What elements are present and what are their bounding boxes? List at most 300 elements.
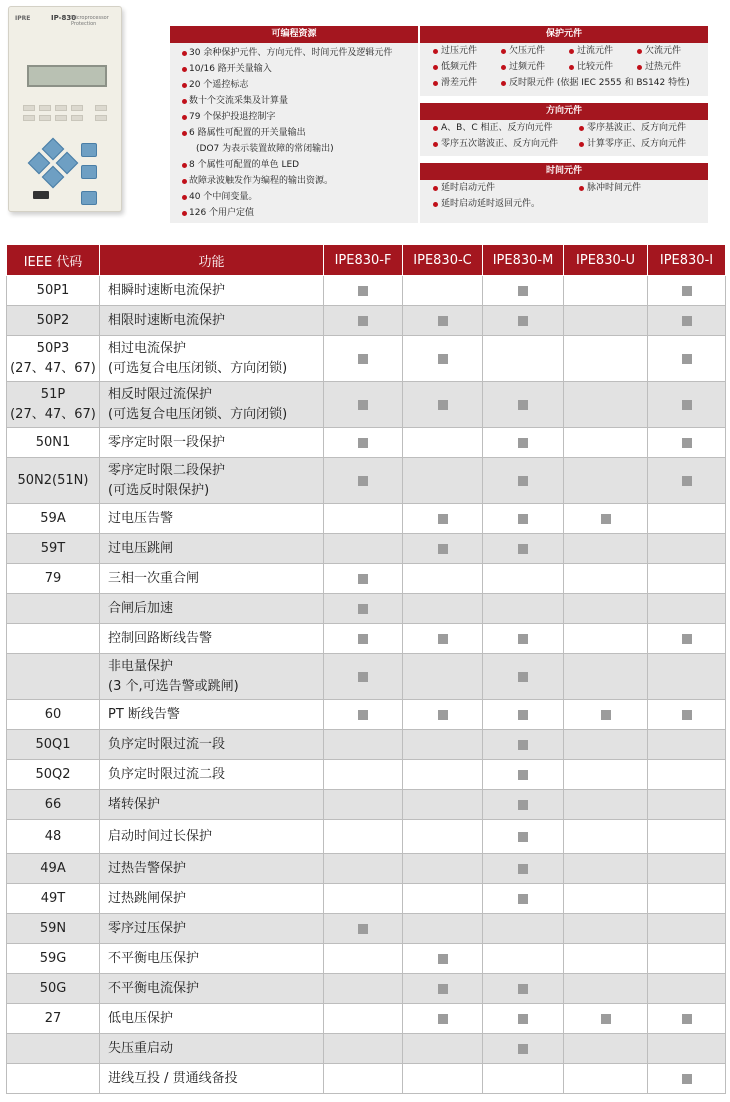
supported-square-icon	[682, 316, 692, 326]
model-support-cell	[483, 944, 564, 974]
function-text: 负序定时限过流一段	[108, 736, 226, 752]
function-cell	[100, 700, 324, 730]
ieee-code-text: 48	[44, 828, 62, 844]
model-support-cell	[324, 564, 403, 594]
header-model-m: IPE830-M	[483, 245, 564, 276]
function-text: 失压重启动	[108, 1040, 174, 1056]
function-cell	[100, 1064, 324, 1094]
model-support-cell	[403, 914, 483, 944]
ieee-code-cell	[7, 790, 100, 820]
model-support-cell	[648, 594, 726, 624]
model-support-cell	[324, 306, 403, 336]
ieee-code-cell	[7, 382, 100, 428]
protection-element: 欠流元件	[636, 43, 681, 59]
model-support-cell	[324, 336, 403, 382]
model-support-cell	[648, 276, 726, 306]
model-support-cell	[483, 306, 564, 336]
model-support-cell	[483, 504, 564, 534]
model-support-cell	[483, 1064, 564, 1094]
ieee-code-cell	[7, 760, 100, 790]
model-support-cell	[483, 700, 564, 730]
ieee-code-text: 49T	[40, 890, 66, 906]
header-model-f: IPE830-F	[324, 245, 403, 276]
direction-element: 零序基波正、反方向元件	[578, 120, 686, 136]
ieee-code-text: 50P2	[36, 312, 70, 328]
function-text: 零序过压保护	[108, 920, 187, 936]
model-support-cell	[324, 382, 403, 428]
supported-square-icon	[682, 354, 692, 364]
table-row	[7, 820, 726, 854]
function-text: (3 个,可选告警或跳闸)	[108, 678, 239, 694]
supported-square-icon	[682, 400, 692, 410]
function-text: 低电压保护	[108, 1010, 174, 1026]
device-image	[8, 6, 122, 212]
time-elements-title: 时间元件	[420, 163, 708, 180]
ieee-code-cell	[7, 944, 100, 974]
ieee-code-cell	[7, 854, 100, 884]
model-support-cell	[564, 504, 648, 534]
function-text: 三相一次重合闸	[108, 570, 200, 586]
model-support-cell	[648, 944, 726, 974]
model-support-cell	[483, 276, 564, 306]
function-cell	[100, 730, 324, 760]
model-support-cell	[564, 336, 648, 382]
supported-square-icon	[358, 438, 368, 448]
ieee-code-cell	[7, 914, 100, 944]
supported-square-icon	[518, 1044, 528, 1054]
led-indicators	[23, 105, 111, 123]
function-cell	[100, 884, 324, 914]
supported-square-icon	[358, 634, 368, 644]
model-support-cell	[564, 760, 648, 790]
protection-element: 过压元件	[432, 43, 477, 59]
time-element: 脉冲时间元件	[578, 180, 641, 196]
model-support-cell	[483, 1034, 564, 1064]
function-cell	[100, 382, 324, 428]
model-support-cell	[564, 1034, 648, 1064]
protection-elements-title: 保护元件	[420, 26, 708, 43]
supported-square-icon	[518, 710, 528, 720]
model-support-cell	[648, 700, 726, 730]
resource-item: 10/16 路开关量输入	[170, 61, 418, 77]
model-support-cell	[483, 624, 564, 654]
resource-item: 79 个保护投退控制字	[170, 109, 418, 125]
model-support-cell	[564, 1004, 648, 1034]
model-support-cell	[324, 914, 403, 944]
resource-item: 故障录波触发作为编程的输出资源。	[170, 173, 418, 189]
ieee-code-cell	[7, 594, 100, 624]
model-support-cell	[483, 336, 564, 382]
function-text: 进线互投 / 贯通线备投	[108, 1070, 238, 1086]
protection-element: 滑差元件	[432, 75, 477, 91]
model-support-cell	[483, 884, 564, 914]
table-row	[7, 534, 726, 564]
ieee-code-text: 59T	[40, 540, 66, 556]
protection-element: 过频元件	[500, 59, 545, 75]
table-row	[7, 1064, 726, 1094]
function-text: 过热告警保护	[108, 860, 187, 876]
supported-square-icon	[682, 710, 692, 720]
model-support-cell	[403, 336, 483, 382]
supported-square-icon	[518, 438, 528, 448]
model-support-cell	[564, 306, 648, 336]
model-support-cell	[324, 594, 403, 624]
protection-element: 欠压元件	[500, 43, 545, 59]
model-support-cell	[648, 1034, 726, 1064]
supported-square-icon	[518, 476, 528, 486]
model-support-cell	[403, 1004, 483, 1034]
ieee-code-text: 50G	[39, 980, 67, 996]
model-support-cell	[648, 760, 726, 790]
function-cell	[100, 276, 324, 306]
function-text: (可选复合电压闭锁、方向闭锁)	[108, 406, 288, 422]
function-cell	[100, 624, 324, 654]
model-support-cell	[648, 564, 726, 594]
model-support-cell	[648, 914, 726, 944]
feature-table	[6, 244, 726, 1094]
table-row	[7, 654, 726, 700]
model-support-cell	[403, 534, 483, 564]
table-row	[7, 1004, 726, 1034]
ieee-code-cell	[7, 564, 100, 594]
model-support-cell	[483, 564, 564, 594]
supported-square-icon	[438, 400, 448, 410]
model-support-cell	[403, 306, 483, 336]
table-row	[7, 944, 726, 974]
model-support-cell	[564, 944, 648, 974]
supported-square-icon	[358, 574, 368, 584]
function-text: 不平衡电压保护	[108, 950, 200, 966]
function-cell	[100, 428, 324, 458]
model-support-cell	[564, 594, 648, 624]
model-support-cell	[324, 884, 403, 914]
model-support-cell	[483, 974, 564, 1004]
supported-square-icon	[358, 400, 368, 410]
function-text: 过电压跳闸	[108, 540, 174, 556]
direction-element: 计算零序正、反方向元件	[578, 136, 686, 152]
table-row	[7, 914, 726, 944]
navigation-keypad	[29, 139, 75, 185]
function-text: 相瞬时速断电流保护	[108, 282, 226, 298]
model-support-cell	[403, 974, 483, 1004]
function-text: 相限时速断电流保护	[108, 312, 226, 328]
supported-square-icon	[358, 316, 368, 326]
function-text: 不平衡电流保护	[108, 980, 200, 996]
function-cell	[100, 1004, 324, 1034]
model-support-cell	[483, 428, 564, 458]
supported-square-icon	[518, 544, 528, 554]
model-support-cell	[648, 820, 726, 854]
device-subtitle: Microprocessor Protection	[71, 15, 109, 27]
supported-square-icon	[438, 710, 448, 720]
model-support-cell	[648, 1064, 726, 1094]
model-support-cell	[483, 914, 564, 944]
supported-square-icon	[682, 1014, 692, 1024]
device-brand: IPRE	[15, 15, 31, 22]
supported-square-icon	[518, 800, 528, 810]
table-row	[7, 594, 726, 624]
function-cell	[100, 654, 324, 700]
supported-square-icon	[358, 476, 368, 486]
model-support-cell	[564, 884, 648, 914]
direction-element: A、B、C 相正、反方向元件	[432, 120, 552, 136]
model-support-cell	[403, 458, 483, 504]
model-support-cell	[564, 1064, 648, 1094]
supported-square-icon	[358, 672, 368, 682]
ieee-code-text: (27、47、67)	[10, 360, 96, 376]
function-cell	[100, 914, 324, 944]
supported-square-icon	[358, 604, 368, 614]
table-row	[7, 700, 726, 730]
table-row	[7, 974, 726, 1004]
supported-square-icon	[601, 710, 611, 720]
table-row	[7, 760, 726, 790]
model-support-cell	[324, 974, 403, 1004]
model-support-cell	[564, 730, 648, 760]
resource-item: 126 个用户定值	[170, 205, 418, 221]
function-text: (可选复合电压闭锁、方向闭锁)	[108, 360, 288, 376]
supported-square-icon	[438, 544, 448, 554]
function-cell	[100, 820, 324, 854]
model-support-cell	[483, 760, 564, 790]
model-support-cell	[564, 914, 648, 944]
model-support-cell	[648, 854, 726, 884]
ieee-code-cell	[7, 730, 100, 760]
supported-square-icon	[682, 476, 692, 486]
header-model-c: IPE830-C	[403, 245, 483, 276]
model-support-cell	[648, 1004, 726, 1034]
model-support-cell	[564, 624, 648, 654]
table-row	[7, 790, 726, 820]
feature-table-body	[7, 276, 726, 1094]
resource-item: 20 个遥控标志	[170, 77, 418, 93]
ieee-code-text: 50P3	[36, 340, 70, 356]
comm-port-icon	[33, 191, 49, 199]
table-row	[7, 306, 726, 336]
supported-square-icon	[682, 1074, 692, 1084]
table-row	[7, 854, 726, 884]
function-text: 负序定时限过流二段	[108, 766, 226, 782]
function-text: 堵转保护	[108, 796, 161, 812]
function-text: 过电压告警	[108, 510, 174, 526]
resource-item: 40 个中间变量。	[170, 189, 418, 205]
model-support-cell	[483, 534, 564, 564]
protection-elements-panel	[420, 26, 708, 96]
ieee-code-cell	[7, 336, 100, 382]
model-support-cell	[403, 730, 483, 760]
ieee-code-cell	[7, 624, 100, 654]
table-row	[7, 458, 726, 504]
model-support-cell	[648, 654, 726, 700]
model-support-cell	[483, 382, 564, 428]
table-header-row	[7, 245, 726, 276]
supported-square-icon	[518, 1014, 528, 1024]
model-support-cell	[648, 306, 726, 336]
table-row	[7, 336, 726, 382]
programmable-resources-title: 可编程资源	[170, 26, 418, 43]
function-text: 相过电流保护	[108, 340, 187, 356]
model-support-cell	[648, 730, 726, 760]
model-support-cell	[403, 820, 483, 854]
model-support-cell	[403, 854, 483, 884]
model-support-cell	[324, 854, 403, 884]
ieee-code-cell	[7, 1004, 100, 1034]
ieee-code-cell	[7, 534, 100, 564]
model-support-cell	[403, 1034, 483, 1064]
supported-square-icon	[682, 286, 692, 296]
model-support-cell	[648, 504, 726, 534]
model-support-cell	[403, 504, 483, 534]
table-row	[7, 884, 726, 914]
table-row	[7, 382, 726, 428]
model-support-cell	[483, 854, 564, 884]
programmable-resources-panel	[170, 26, 418, 223]
model-support-cell	[648, 534, 726, 564]
direction-elements-title: 方向元件	[420, 103, 708, 120]
header-ieee-code: IEEE 代码	[7, 245, 100, 276]
function-text: 过热跳闸保护	[108, 890, 187, 906]
header-model-i: IPE830-I	[648, 245, 726, 276]
model-support-cell	[403, 382, 483, 428]
model-support-cell	[648, 974, 726, 1004]
ieee-code-text: 60	[44, 706, 62, 722]
table-row	[7, 730, 726, 760]
resource-item: 8 个属性可配置的单色 LED	[170, 157, 418, 173]
supported-square-icon	[358, 354, 368, 364]
supported-square-icon	[518, 864, 528, 874]
model-support-cell	[483, 654, 564, 700]
model-support-cell	[403, 884, 483, 914]
ieee-code-text: 50N1	[35, 434, 71, 450]
model-support-cell	[324, 504, 403, 534]
supported-square-icon	[518, 316, 528, 326]
protection-element: 过热元件	[636, 59, 681, 75]
supported-square-icon	[438, 984, 448, 994]
model-support-cell	[564, 700, 648, 730]
time-elements-panel	[420, 163, 708, 223]
header-function: 功能	[100, 245, 324, 276]
supported-square-icon	[358, 286, 368, 296]
ieee-code-text: 50N2(51N)	[17, 472, 89, 488]
function-cell	[100, 534, 324, 564]
function-text: 非电量保护	[108, 658, 174, 674]
ieee-code-text: 27	[44, 1010, 62, 1026]
ieee-code-text: 79	[44, 570, 62, 586]
supported-square-icon	[438, 514, 448, 524]
model-support-cell	[483, 820, 564, 854]
model-support-cell	[403, 1064, 483, 1094]
key-reset-icon	[81, 191, 97, 205]
table-row	[7, 1034, 726, 1064]
model-support-cell	[648, 382, 726, 428]
model-support-cell	[648, 428, 726, 458]
model-support-cell	[324, 760, 403, 790]
model-support-cell	[648, 790, 726, 820]
table-row	[7, 624, 726, 654]
direction-element: 零序五次谐波正、反方向元件	[432, 136, 558, 152]
time-element: 延时启动元件	[432, 180, 495, 196]
supported-square-icon	[518, 832, 528, 842]
function-text: 控制回路断线告警	[108, 630, 213, 646]
supported-square-icon	[518, 514, 528, 524]
model-support-cell	[324, 730, 403, 760]
function-cell	[100, 760, 324, 790]
ieee-code-text: 66	[44, 796, 62, 812]
lcd-display	[27, 65, 107, 87]
model-support-cell	[403, 760, 483, 790]
protection-element: 低频元件	[432, 59, 477, 75]
model-support-cell	[564, 790, 648, 820]
ieee-code-text: 49A	[40, 860, 66, 876]
model-support-cell	[324, 534, 403, 564]
model-support-cell	[564, 564, 648, 594]
ieee-code-cell	[7, 306, 100, 336]
device-model: IP-830	[51, 14, 77, 22]
function-cell	[100, 974, 324, 1004]
model-support-cell	[648, 336, 726, 382]
function-text: 零序定时限二段保护	[108, 462, 226, 478]
model-support-cell	[564, 534, 648, 564]
ieee-code-cell	[7, 700, 100, 730]
function-text: (可选反时限保护)	[108, 482, 210, 498]
function-cell	[100, 854, 324, 884]
model-support-cell	[483, 1004, 564, 1034]
key-enter-icon	[81, 165, 97, 179]
model-support-cell	[483, 594, 564, 624]
table-row	[7, 564, 726, 594]
protection-element: 反时限元件 (依据 IEC 2555 和 BS142 特性)	[500, 75, 690, 91]
model-support-cell	[564, 276, 648, 306]
ieee-code-text: 59A	[40, 510, 66, 526]
supported-square-icon	[438, 954, 448, 964]
supported-square-icon	[682, 438, 692, 448]
table-row	[7, 276, 726, 306]
ieee-code-cell	[7, 276, 100, 306]
model-support-cell	[564, 428, 648, 458]
function-text: 启动时间过长保护	[108, 828, 213, 844]
function-cell	[100, 306, 324, 336]
model-support-cell	[403, 564, 483, 594]
supported-square-icon	[518, 894, 528, 904]
model-support-cell	[324, 944, 403, 974]
ieee-code-text: (27、47、67)	[10, 406, 96, 422]
supported-square-icon	[518, 672, 528, 682]
model-support-cell	[403, 428, 483, 458]
function-text: 相反时限过流保护	[108, 386, 213, 402]
supported-square-icon	[438, 634, 448, 644]
supported-square-icon	[518, 740, 528, 750]
ieee-code-text: 59N	[39, 920, 67, 936]
supported-square-icon	[438, 316, 448, 326]
ieee-code-text: 51P	[40, 386, 66, 402]
time-element: 延时启动延时返回元件。	[432, 196, 540, 212]
model-support-cell	[403, 276, 483, 306]
model-support-cell	[403, 790, 483, 820]
function-cell	[100, 336, 324, 382]
function-cell	[100, 790, 324, 820]
table-row	[7, 504, 726, 534]
ieee-code-cell	[7, 1064, 100, 1094]
model-support-cell	[324, 458, 403, 504]
protection-element: 过流元件	[568, 43, 613, 59]
table-row	[7, 428, 726, 458]
supported-square-icon	[518, 984, 528, 994]
ieee-code-text: 59G	[39, 950, 67, 966]
model-support-cell	[324, 700, 403, 730]
model-support-cell	[324, 820, 403, 854]
model-support-cell	[324, 428, 403, 458]
function-cell	[100, 1034, 324, 1064]
